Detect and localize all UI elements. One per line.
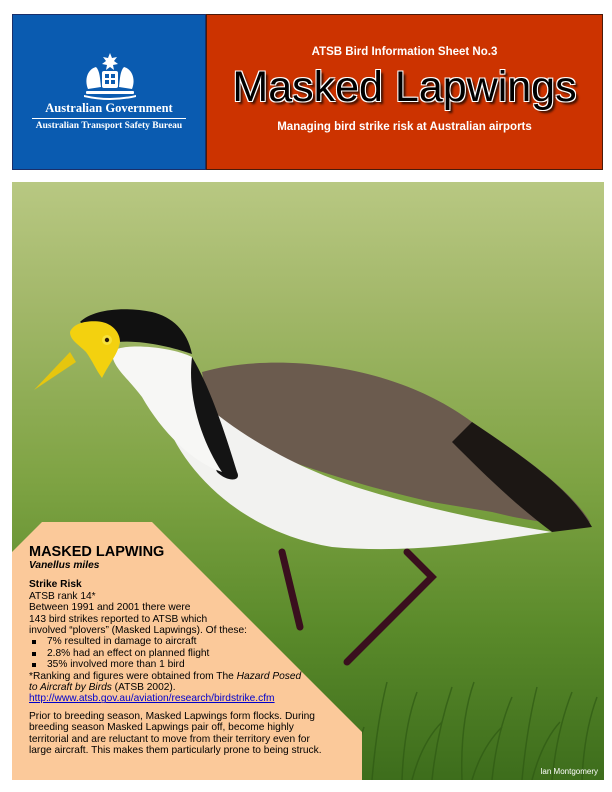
intro-line: involved “plovers” (Masked Lapwings). Of these:	[29, 625, 247, 637]
list-item: 7% resulted in damage to aircraft	[29, 636, 354, 647]
strike-stats-list	[29, 636, 354, 670]
species-name: MASKED LAPWING	[29, 544, 165, 560]
paragraph-line: Prior to breeding season, Masked Lapwings form flocks. During	[29, 710, 315, 722]
note-source-title-cont: to Aircraft by Birds	[29, 682, 112, 694]
ranking-note	[29, 671, 354, 682]
divider	[32, 118, 186, 119]
page-title: Masked Lapwings	[232, 63, 577, 111]
paragraph-line: large aircraft. This makes them particularly prone to being struck.	[29, 745, 322, 757]
infobox-text	[29, 544, 354, 757]
species-infobox	[12, 522, 362, 780]
sheet-number: ATSB Bird Information Sheet No.3	[311, 46, 498, 58]
note-source-title: Hazard Posed	[236, 670, 302, 682]
list-item: 2.8% had an effect on planned flight	[29, 648, 354, 659]
note-prefix: *Ranking and figures were obtained from The	[29, 670, 237, 682]
intro-line: 143 bird strikes reported to ATSB which	[29, 613, 208, 625]
atsb-rank: ATSB rank 14*	[29, 590, 96, 602]
strike-risk-heading: Strike Risk	[29, 579, 82, 591]
government-name: Australian Government	[45, 101, 173, 115]
intro-line: Between 1991 and 2001 there were	[29, 602, 191, 614]
scientific-name: Vanellus miles	[29, 560, 100, 571]
bureau-name: Australian Transport Safety Bureau	[35, 121, 183, 131]
coat-of-arms-icon	[80, 51, 140, 101]
government-logo-panel	[12, 14, 206, 170]
title-panel	[206, 14, 603, 170]
paragraph-line: breeding season Masked Lapwings pair off, become highly	[29, 722, 294, 734]
note-suffix: (ATSB 2002).	[111, 682, 176, 694]
ranking-note-cont	[29, 682, 354, 693]
atsb-birdstrike-link[interactable]: http://www.atsb.gov.au/aviation/research/birdstrike.cfm	[29, 693, 275, 705]
page-subtitle: Managing bird strike risk at Australian airports	[277, 121, 532, 133]
paragraph-line: territorial and are reluctant to move from their territory even for	[29, 733, 310, 745]
photo-credit: Ian Montgomery	[540, 767, 598, 776]
list-item: 35% involved more than 1 bird	[29, 659, 354, 670]
